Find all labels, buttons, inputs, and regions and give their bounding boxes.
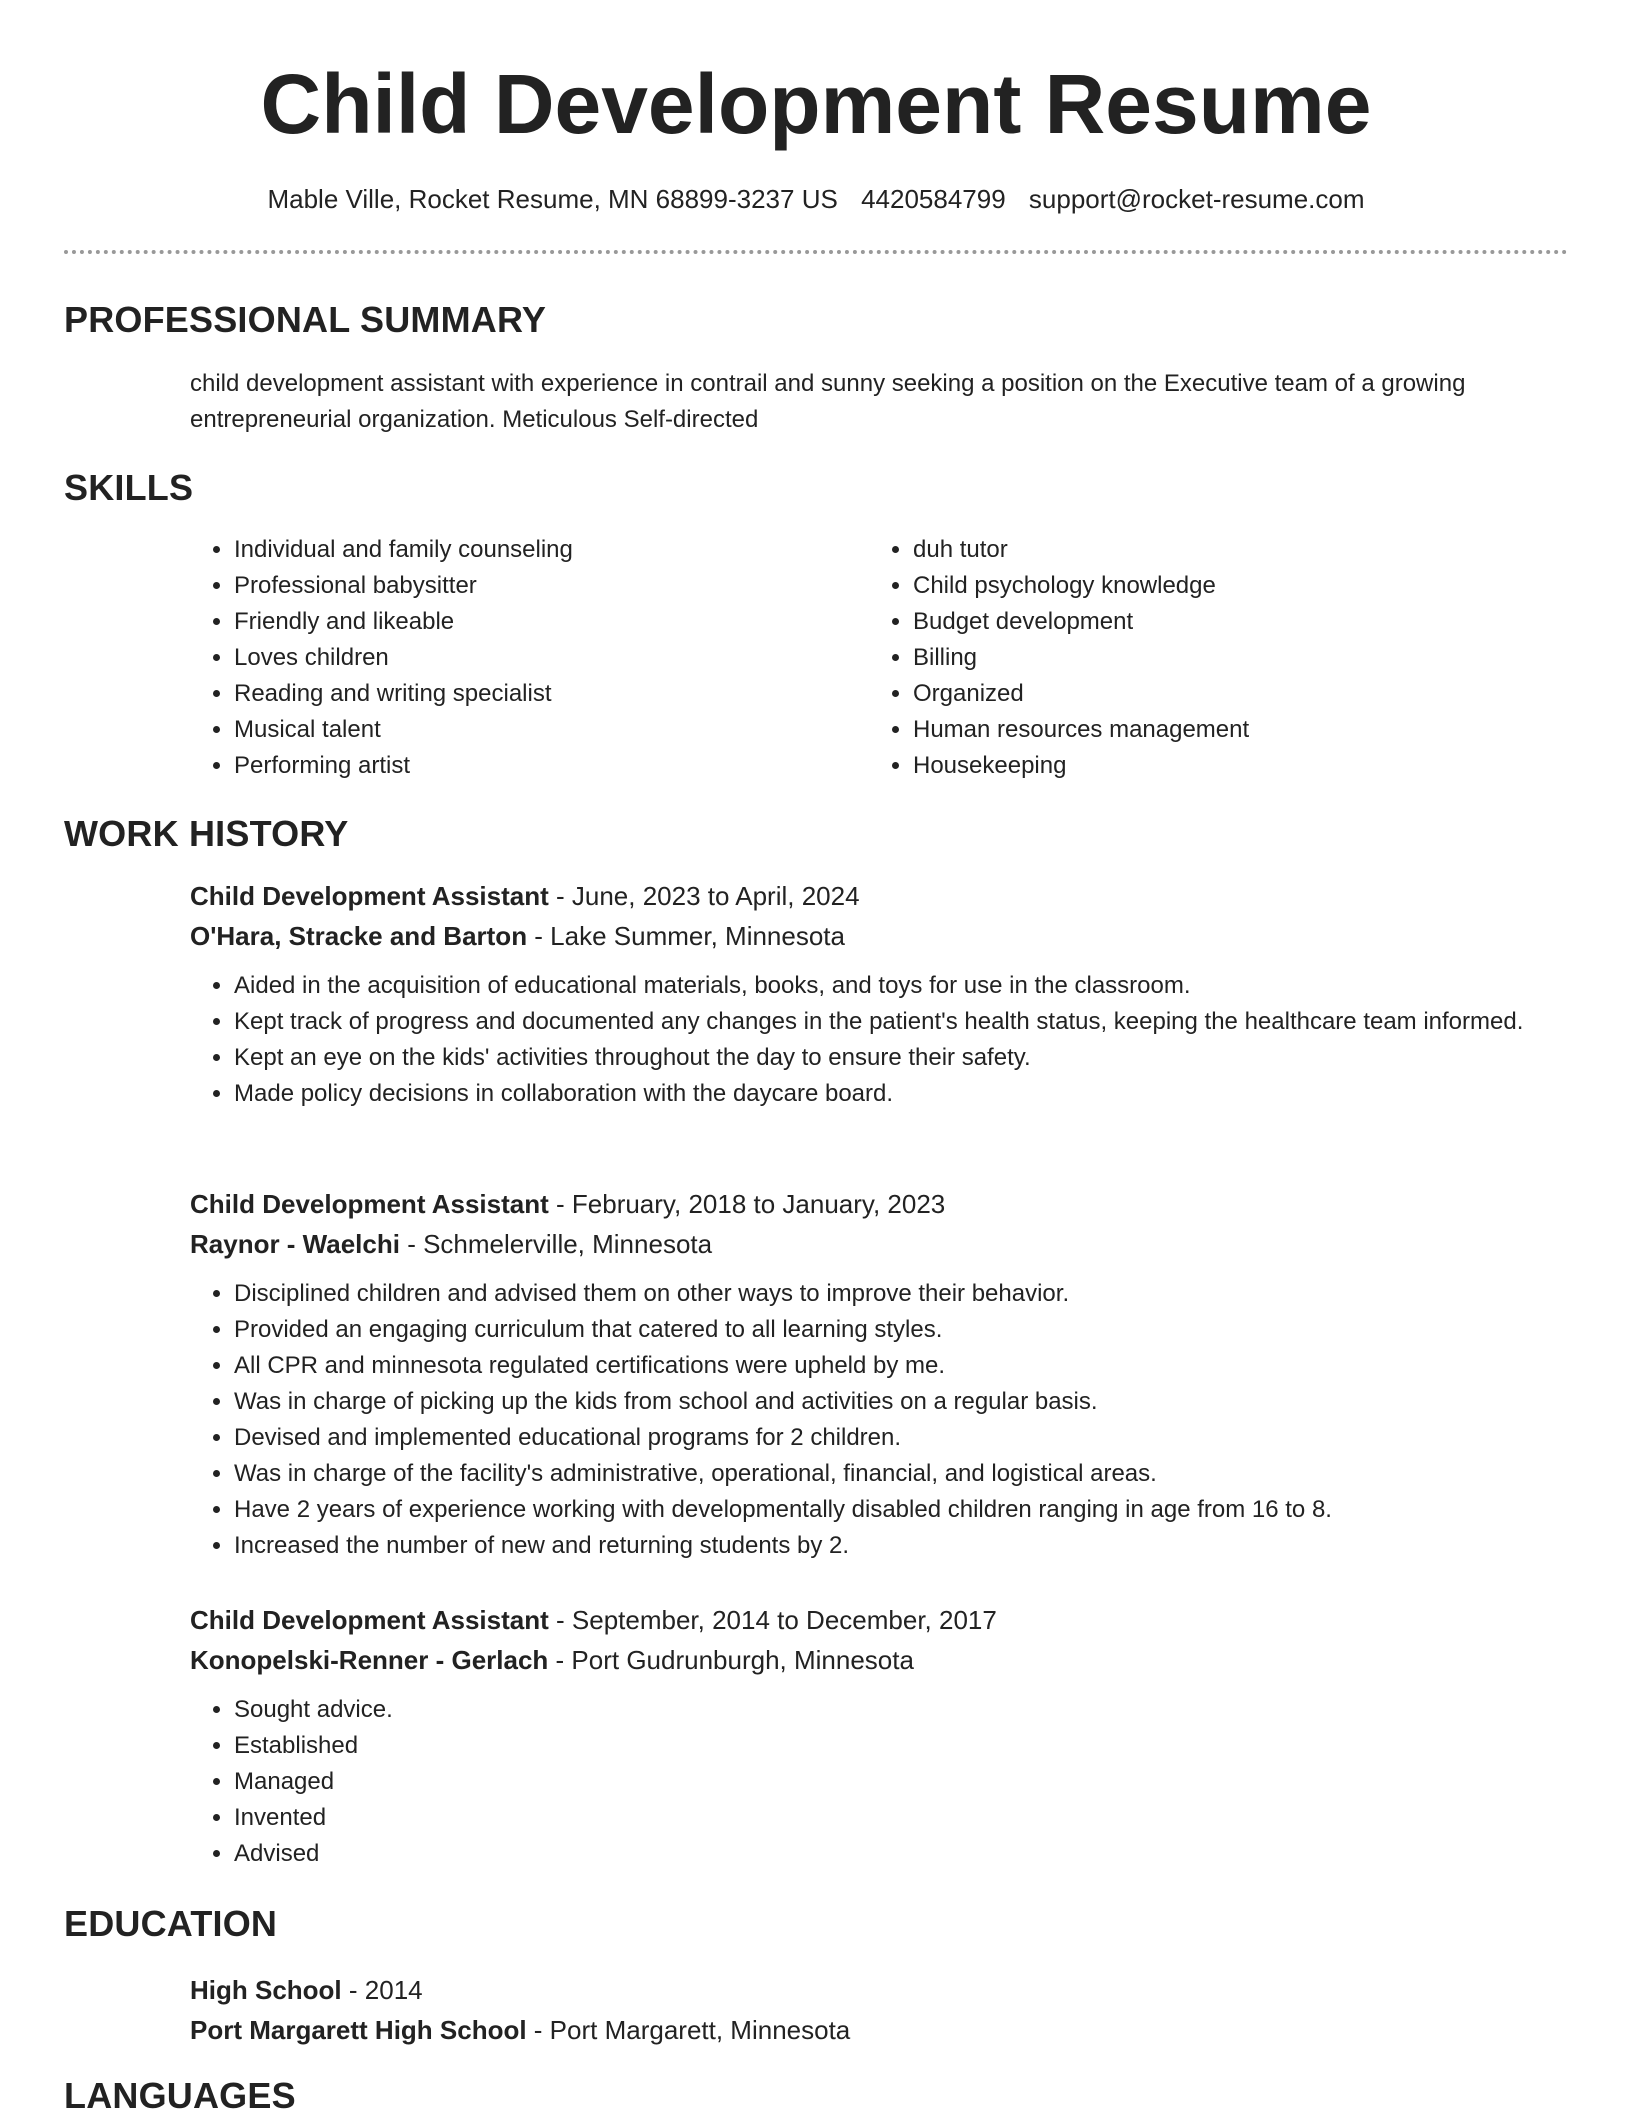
job-bullet: • All CPR and minnesota regulated certifications were upheld by me. [234, 1348, 1550, 1384]
job-location: - Port Gudrunburgh, Minnesota [548, 1645, 914, 1675]
work-history-heading: WORK HISTORY [64, 813, 349, 854]
contact-line [0, 180, 1632, 218]
job-bullet: • Made policy decisions in collaboration with the daycare board. [234, 1076, 1550, 1112]
job-bullet: • Was in charge of the facility's administrative, operational, financial, and logistical areas. [234, 1456, 1550, 1492]
skills-right-list [869, 532, 1529, 784]
skill-item: • Performing artist [234, 748, 850, 784]
job-company: Raynor - Waelchi [190, 1229, 400, 1259]
job-location: - Schmelerville, Minnesota [399, 1229, 713, 1259]
job-bullet: • Kept an eye on the kids' activities throughout the day to ensure their safety. [234, 1040, 1550, 1076]
job-dates: - February, 2018 to January, 2023 [548, 1189, 946, 1219]
skill-item: • Individual and family counseling [234, 532, 850, 568]
job-bullet: • Established [234, 1728, 1550, 1764]
job-company-line [190, 1224, 1550, 1264]
job-position: Child Development Assistant [190, 881, 549, 911]
contact-address: Mable Ville, Rocket Resume, MN 68899-3237 US [267, 184, 838, 214]
job-bullets [190, 1276, 1550, 1564]
job-location: - Lake Summer, Minnesota [527, 921, 845, 951]
job-bullet: • Sought advice. [234, 1692, 1550, 1728]
skill-item: • Child psychology knowledge [913, 568, 1529, 604]
job-bullet: • Have 2 years of experience working with developmentally disabled children ranging in age from 16 to 8. [234, 1492, 1550, 1528]
skills-left-column [190, 532, 850, 784]
job-title-line [190, 1600, 1550, 1640]
job-bullet: • Was in charge of picking up the kids from school and activities on a regular basis. [234, 1384, 1550, 1420]
skill-item: • Friendly and likeable [234, 604, 850, 640]
skill-item: • Billing [913, 640, 1529, 676]
job-bullet: • Kept track of progress and documented any changes in the patient's health status, keeping the healthcare team informed. [234, 1004, 1550, 1040]
skills-right-column [869, 532, 1529, 784]
summary-heading: PROFESSIONAL SUMMARY [64, 299, 547, 340]
job-title-line [190, 1184, 1550, 1224]
education-heading: EDUCATION [64, 1903, 278, 1944]
job-bullet: • Invented [234, 1800, 1550, 1836]
job-dates: - June, 2023 to April, 2024 [548, 881, 860, 911]
skill-item: • duh tutor [913, 532, 1529, 568]
skills-left-list [190, 532, 850, 784]
contact-email: support@rocket-resume.com [1028, 184, 1365, 214]
education-school-line [190, 2010, 1550, 2050]
languages-heading: LANGUAGES [64, 2075, 296, 2116]
job-company-line [190, 916, 1550, 956]
education-location: - Port Margarett, Minnesota [526, 2015, 851, 2045]
job-company: O'Hara, Stracke and Barton [190, 921, 528, 951]
job-bullets [190, 1692, 1550, 1872]
skill-item: • Loves children [234, 640, 850, 676]
job-bullet: • Devised and implemented educational programs for 2 children. [234, 1420, 1550, 1456]
job-entry [190, 876, 1550, 1112]
job-bullet: • Aided in the acquisition of educational materials, books, and toys for use in the classroom. [234, 968, 1550, 1004]
job-company-line [190, 1640, 1550, 1680]
job-bullet: • Increased the number of new and returning students by 2. [234, 1528, 1550, 1564]
education-degree-line [190, 1970, 1550, 2010]
job-position: Child Development Assistant [190, 1605, 549, 1635]
summary-text: child development assistant with experience in contrail and sunny seeking a position on the Executive team of a growing entrepreneurial organization. Meticulous Self-directed [190, 370, 1466, 433]
skill-item: • Housekeeping [913, 748, 1529, 784]
skill-item: • Budget development [913, 604, 1529, 640]
skill-item: • Professional babysitter [234, 568, 850, 604]
job-company: Konopelski-Renner - Gerlach [190, 1645, 549, 1675]
skill-item: • Reading and writing specialist [234, 676, 850, 712]
education-entry [190, 1970, 1550, 2050]
job-position: Child Development Assistant [190, 1189, 549, 1219]
job-bullet: • Advised [234, 1836, 1550, 1872]
skill-item: • Human resources management [913, 712, 1529, 748]
job-entry [190, 1184, 1550, 1564]
skills-heading: SKILLS [64, 467, 194, 508]
contact-phone: 4420584799 [861, 184, 1006, 214]
education-school: Port Margarett High School [190, 2015, 527, 2045]
job-bullet: • Disciplined children and advised them on other ways to improve their behavior. [234, 1276, 1550, 1312]
job-title-line [190, 876, 1550, 916]
skill-item: • Musical talent [234, 712, 850, 748]
job-bullet: • Managed [234, 1764, 1550, 1800]
skill-item: • Organized [913, 676, 1529, 712]
resume-title: Child Development Resume [260, 57, 1372, 151]
job-bullets [190, 968, 1550, 1112]
job-entry [190, 1600, 1550, 1872]
job-dates: - September, 2014 to December, 2017 [548, 1605, 997, 1635]
education-degree: High School [190, 1975, 342, 2005]
job-bullet: • Provided an engaging curriculum that catered to all learning styles. [234, 1312, 1550, 1348]
education-year: - 2014 [341, 1975, 423, 2005]
header-divider [64, 250, 1568, 254]
